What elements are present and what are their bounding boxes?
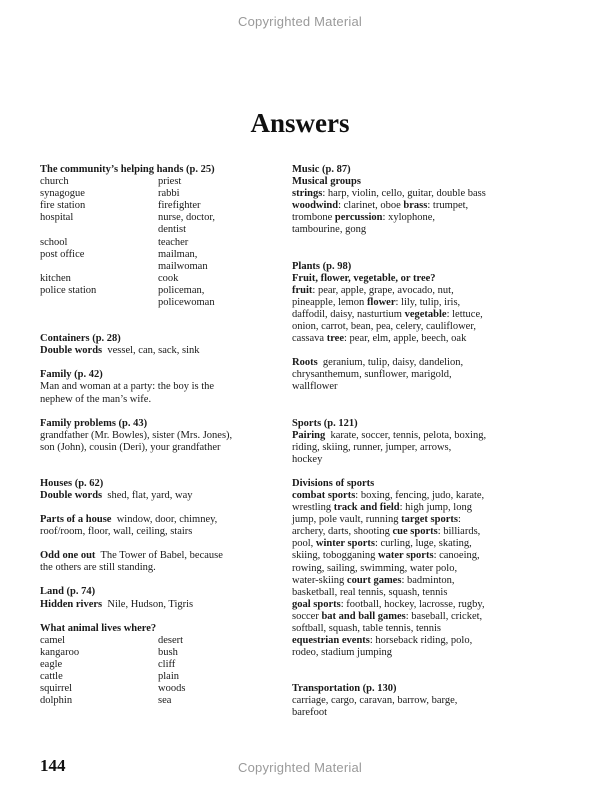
section-heading: Divisions of sports: [292, 477, 375, 489]
answer-label: vegetable: [404, 308, 447, 320]
answer-text: : clarinet, oboe: [338, 200, 404, 212]
answer-text: : curling, luge, skating,: [374, 538, 472, 550]
section-parts-of-house: [40, 514, 276, 538]
answer-line: onion, carrot, bean, pea, celery, cauliflower,: [292, 321, 477, 333]
answer-text: pool,: [292, 538, 316, 550]
section-subheading: Fruit, flower, vegetable, or tree?: [292, 272, 436, 284]
answer-text: : football, hockey, lacrosse, rugby,: [340, 598, 485, 610]
answer-line: [292, 297, 528, 309]
answer-text: : baseball, cricket,: [405, 610, 483, 622]
pair-term: post office: [40, 248, 85, 260]
answer-line: [292, 550, 528, 562]
section-heading: Family (p. 42): [40, 369, 103, 381]
answer-label: equestrian events: [292, 635, 370, 647]
section-family: [40, 369, 276, 405]
answer-text: wrestling: [292, 502, 334, 514]
pair-answer: cliff: [158, 658, 176, 670]
section-family-problems: [40, 418, 276, 454]
pair-answer: policewoman: [158, 297, 215, 309]
pair-answer: sea: [158, 695, 172, 707]
answer-text: : pear, elm, apple, beech, oak: [344, 333, 467, 345]
answer-label: Odd one out: [40, 550, 96, 562]
answer-text: : badminton,: [401, 574, 455, 586]
answer-text: : pear, apple, grape, avocado, nut,: [312, 284, 454, 296]
answer-line: the others are still standing.: [40, 562, 156, 574]
answer-text: window, door, chimney,: [116, 514, 218, 526]
answer-line: [292, 285, 528, 297]
pair-term: synagogue: [40, 188, 85, 200]
right-column: [292, 164, 528, 720]
answer-label: strings: [292, 188, 323, 200]
answer-line: [292, 538, 528, 550]
section-heading: Land (p. 74): [40, 586, 96, 598]
answer-line: [292, 309, 528, 321]
answer-line: son (John), cousin (Deri), your grandfather: [40, 441, 221, 453]
section-plants: [292, 261, 528, 346]
answer-line: basketball, real tennis, squash, tennis: [292, 586, 448, 598]
pair-answer: plain: [158, 671, 179, 682]
copyright-watermark-bottom: Copyrighted Material: [238, 760, 362, 775]
answer-text: trombone: [292, 212, 335, 224]
answer-text: : trumpet,: [427, 200, 469, 212]
answer-line: [292, 514, 528, 526]
answer-label: tree: [326, 333, 344, 345]
pair-answer: priest: [158, 176, 182, 188]
answer-line: rodeo, stadium jumping: [292, 647, 393, 659]
answer-label: water sports: [378, 550, 434, 562]
answer-label: Parts of a house: [40, 514, 112, 526]
pair-term: fire station: [40, 200, 86, 212]
answer-label: track and field: [333, 502, 400, 514]
answer-text: skiing, tobogganing: [292, 550, 379, 562]
answer-line: roof/room, floor, wall, ceiling, stairs: [40, 526, 193, 538]
answer-line: [40, 599, 276, 611]
copyright-watermark-top: Copyrighted Material: [238, 14, 362, 29]
section-music: [292, 164, 528, 237]
pair-term: church: [40, 176, 69, 188]
pair-answer: mailwoman: [158, 260, 208, 272]
answer-line: [292, 357, 528, 369]
answer-line: [292, 635, 528, 647]
pair-answer: woods: [158, 683, 186, 695]
answer-line: wallflower: [292, 381, 338, 393]
answer-text: : xylophone,: [382, 212, 436, 224]
pair-term: school: [40, 236, 68, 248]
answer-label: Roots: [292, 357, 318, 369]
answer-label: winter sports: [315, 538, 375, 550]
answer-line: riding, skiing, runner, jumper, arrows,: [292, 441, 452, 453]
section-containers: [40, 333, 276, 357]
section-heading: What animal lives where?: [40, 622, 157, 634]
answer-text: : lily, tulip, iris,: [395, 296, 461, 308]
helping-hands-table: [40, 176, 276, 309]
answer-line: [292, 200, 528, 212]
answer-text: : canoeing,: [433, 550, 480, 562]
answer-text: : billiards,: [437, 526, 481, 538]
answer-text: daffodil, daisy, nasturtium: [292, 308, 405, 320]
section-heading: Containers (p. 28): [40, 333, 121, 345]
pair-term: squirrel: [40, 683, 73, 695]
section-heading: Plants (p. 98): [292, 260, 352, 272]
pair-answer: bush: [158, 646, 178, 658]
answer-line: grandfather (Mr. Bowles), sister (Mrs. Jones),: [40, 429, 233, 441]
pair-answer: dentist: [158, 224, 186, 236]
left-column: [40, 164, 276, 707]
section-helping-hands: [40, 164, 276, 309]
answer-label: fruit: [292, 284, 313, 296]
answer-line: chrysanthemum, sunflower, marigold,: [292, 369, 452, 381]
section-subheading: Musical groups: [292, 176, 361, 188]
answer-text: water-skiing: [292, 574, 347, 586]
pair-term: kitchen: [40, 272, 71, 284]
answer-label: combat sports: [292, 489, 356, 501]
answer-text: : horseback riding, polo,: [369, 635, 473, 647]
answer-line: carriage, cargo, caravan, barrow, barge,: [292, 695, 458, 707]
answer-text: karate, soccer, tennis, pelota, boxing,: [330, 429, 487, 441]
answer-line: [292, 333, 528, 345]
pair-term: cattle: [40, 671, 63, 682]
answer-label: Double words: [40, 489, 103, 501]
answer-text: : lettuce,: [446, 308, 483, 320]
pair-answer: cook: [158, 272, 179, 284]
section-heading: Transportation (p. 130): [292, 683, 397, 695]
answer-text: :: [457, 514, 461, 526]
page-number: 144: [40, 756, 66, 775]
section-sports: [292, 418, 528, 466]
answer-text: cassava: [292, 333, 327, 345]
answer-text: shed, flat, yard, way: [107, 489, 193, 501]
answer-line: softball, squash, table tennis, tennis: [292, 623, 442, 634]
answer-label: brass: [403, 200, 428, 212]
pair-answer: desert: [158, 634, 184, 646]
section-heading: Music (p. 87): [292, 164, 351, 175]
answer-text: pineapple, lemon: [292, 296, 367, 308]
pair-answer: teacher: [158, 236, 189, 248]
answer-label: goal sports: [292, 598, 341, 610]
answer-line: nephew of the man’s wife.: [40, 393, 152, 405]
answer-label: target sports: [401, 514, 458, 526]
pair-term: [40, 261, 158, 273]
answer-label: Double words: [40, 345, 103, 357]
pair-term: eagle: [40, 658, 63, 670]
answer-text: archery, darts, shooting: [292, 526, 393, 538]
section-heading: Houses (p. 62): [40, 477, 104, 489]
answer-line: [292, 430, 528, 442]
pair-term: police station: [40, 284, 97, 296]
answer-line: [40, 550, 276, 562]
section-heading: The community’s helping hands (p. 25): [40, 164, 215, 175]
answer-line: [292, 599, 528, 611]
answer-label: Hidden rivers: [40, 598, 103, 610]
answer-text: : high jump, long: [399, 502, 472, 514]
answer-label: percussion: [334, 212, 383, 224]
pair-term: kangaroo: [40, 646, 80, 658]
answer-text: geranium, tulip, daisy, dandelion,: [322, 357, 464, 369]
answer-line: [40, 345, 276, 357]
section-divisions-of-sports: [292, 478, 528, 659]
answer-text: The Tower of Babel, because: [100, 550, 223, 562]
answer-text: Nile, Hudson, Tigris: [107, 598, 194, 610]
pair-term: hospital: [40, 212, 74, 224]
answer-line: tambourine, gong: [292, 224, 367, 236]
answer-line: [292, 526, 528, 538]
answer-line: [292, 212, 528, 224]
pair-term: dolphin: [40, 695, 73, 707]
page-title: Answers: [250, 108, 350, 139]
answer-label: woodwind: [292, 200, 339, 212]
answer-line: [292, 490, 528, 502]
pair-answer: policeman,: [158, 284, 205, 296]
answer-line: [292, 611, 528, 623]
answer-line: [292, 575, 528, 587]
answer-text: vessel, can, sack, sink: [107, 345, 200, 357]
answer-label: Pairing: [292, 429, 326, 441]
pair-answer: mailman,: [158, 248, 198, 260]
answer-line: [292, 502, 528, 514]
pair-term: [40, 297, 158, 309]
section-heading: Family problems (p. 43): [40, 417, 148, 429]
answer-line: rowing, sailing, swimming, water polo,: [292, 562, 458, 574]
answer-text: soccer: [292, 610, 322, 622]
answer-label: court games: [346, 574, 402, 586]
section-odd-one-out: [40, 550, 276, 574]
section-animal-habitats: [40, 623, 276, 708]
pair-answer: firefighter: [158, 200, 201, 212]
section-houses: [40, 478, 276, 502]
answer-line: barefoot: [292, 707, 327, 719]
animal-habitat-table: [40, 635, 276, 708]
pair-term: camel: [40, 634, 66, 646]
answer-label: cue sports: [392, 526, 438, 538]
section-roots: [292, 357, 528, 393]
answer-text: jump, pole vault, running: [292, 514, 402, 526]
pair-answer: rabbi: [158, 188, 180, 200]
section-heading: Sports (p. 121): [292, 417, 358, 429]
answer-text: : harp, violin, cello, guitar, double bass: [322, 188, 486, 200]
pair-term: [40, 224, 158, 236]
answer-line: Man and woman at a party: the boy is the: [40, 381, 215, 393]
answer-text: : boxing, fencing, judo, karate,: [355, 489, 485, 501]
answer-line: [40, 514, 276, 526]
answer-line: [292, 188, 528, 200]
answer-label: flower: [366, 296, 396, 308]
answer-label: bat and ball games: [321, 610, 406, 622]
section-transportation: [292, 683, 528, 719]
answer-line: [40, 490, 276, 502]
pair-answer: nurse, doctor,: [158, 212, 216, 224]
section-land: [40, 586, 276, 610]
answer-line: hockey: [292, 453, 323, 465]
